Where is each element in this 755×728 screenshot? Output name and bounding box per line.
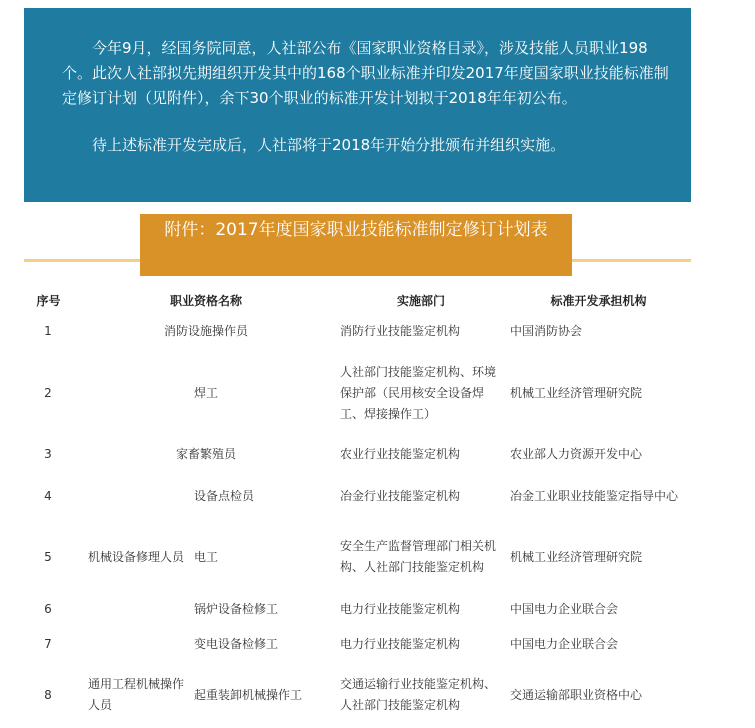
row-category: [76, 592, 194, 626]
row-category: 通用工程机械操作人员: [88, 677, 185, 712]
header-name: 职业资格名称: [170, 293, 243, 308]
row-dept: 农业行业技能鉴定机构: [340, 446, 461, 461]
row-dept: 安全生产监督管理部门相关机构、人社部门技能鉴定机构: [340, 539, 497, 574]
table-row: [24, 348, 691, 438]
row-dept: 冶金行业技能鉴定机构: [340, 488, 461, 503]
row-no: 8: [44, 687, 52, 702]
table-row: [24, 438, 691, 470]
row-name: 家畜繁殖员: [176, 446, 237, 461]
row-org: 农业部人力资源开发中心: [510, 446, 643, 461]
row-name: 焊工: [194, 385, 219, 400]
row-org: 中国电力企业联合会: [510, 636, 619, 651]
row-no: 2: [44, 385, 52, 400]
row-dept: 人社部门技能鉴定机构、环境保护部（民用核安全设备焊工、焊接操作工）: [340, 364, 497, 421]
table-row: [24, 626, 691, 662]
row-no: 7: [44, 636, 52, 651]
row-no: 4: [44, 488, 52, 503]
header-no: 序号: [36, 293, 61, 308]
row-no: 5: [44, 549, 52, 564]
row-dept: 交通运输行业技能鉴定机构、人社部门技能鉴定机构: [340, 677, 497, 712]
row-no: 6: [44, 601, 52, 616]
row-name: 起重装卸机械操作工: [194, 687, 303, 702]
row-name: 消防设施操作员: [164, 323, 249, 338]
table-header-row: [24, 286, 691, 314]
table-row: [24, 522, 691, 592]
row-name: 变电设备检修工: [194, 636, 279, 651]
row-name: 锅炉设备检修工: [194, 601, 279, 616]
intro-paragraph-2: 待上述标准开发完成后，人社部将于2018年开始分批颁布并组织实施。: [92, 136, 566, 154]
row-dept: 电力行业技能鉴定机构: [340, 601, 461, 616]
plan-table: [24, 286, 691, 728]
row-dept: 消防行业技能鉴定机构: [340, 323, 461, 338]
row-org: 中国电力企业联合会: [510, 601, 619, 616]
row-org: 冶金工业职业技能鉴定指导中心: [510, 488, 679, 503]
row-name: 电工: [194, 549, 219, 564]
row-category: [76, 626, 194, 662]
row-name: 设备点检员: [194, 488, 255, 503]
row-category: [76, 470, 194, 522]
header-org: 标准开发承担机构: [550, 293, 647, 308]
row-dept: 电力行业技能鉴定机构: [340, 636, 461, 651]
header-dept: 实施部门: [397, 293, 446, 308]
row-org: 机械工业经济管理研究院: [510, 385, 643, 400]
row-no: 3: [44, 446, 52, 461]
row-category: 机械设备修理人员: [88, 549, 185, 564]
table-row: [24, 470, 691, 522]
row-org: 交通运输部职业资格中心: [510, 687, 643, 702]
intro-paragraph-1: 今年9月，经国务院同意，人社部公布《国家职业资格目录》，涉及技能人员职业198个。此次人社部拟先期组织开发其中的168个职业标准并印发2017年度国家职业技能标准制定修订计划（见附件），余下30个职业的标准开发计划拟于2018年年初公布。: [62, 39, 669, 107]
table-row: [24, 314, 691, 348]
row-org: 中国消防协会: [510, 323, 583, 338]
intro-box: [24, 8, 691, 202]
attachment-title: 附件：2017年度国家职业技能标准制定修订计划表: [140, 214, 572, 276]
table-row: [24, 592, 691, 626]
row-no: 1: [44, 323, 52, 338]
row-org: 机械工业经济管理研究院: [510, 549, 643, 564]
table-row: [24, 662, 691, 728]
